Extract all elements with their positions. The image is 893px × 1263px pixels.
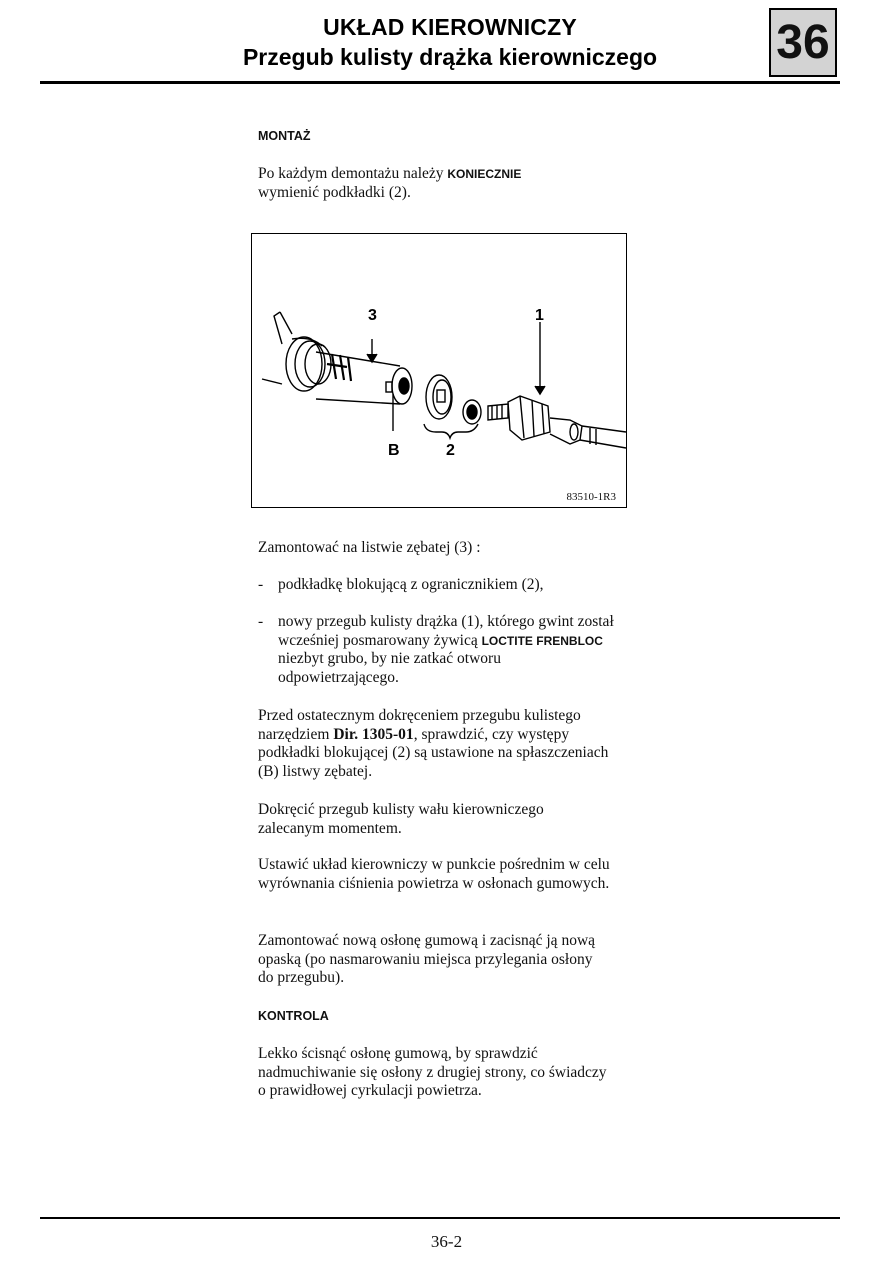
list-item-text: podkładkę blokującą z ogranicznikiem (2), — [278, 576, 544, 593]
page-header — [40, 0, 840, 84]
header-rule — [40, 81, 840, 84]
list-dash: - — [258, 576, 264, 593]
list-item-text — [278, 613, 618, 687]
boot-paragraph: Zamontować nową osłonę gumową i zacisnąć ją nową opaską (po nasmarowaniu miejsca przylegania osłony do przegubu). — [258, 932, 596, 986]
chapter-badge: 36 — [769, 8, 837, 77]
item2-text-b: niezbyt grubo, by nie zatkać otworu odpowietrzającego. — [278, 650, 501, 686]
section-heading-montaz: MONTAŻ — [258, 129, 311, 143]
check-text-a: Przed ostatecznym dokręceniem przegubu kulistego narzędziem — [258, 707, 581, 743]
footer-rule — [40, 1217, 840, 1219]
check-text-b: , sprawdzić, czy występy podkładki blokującej (2) są ustawione na spłaszczeniach (B) listwy zębatej. — [258, 725, 609, 780]
intro-suffix: wymienić podkładki (2). — [258, 183, 411, 201]
figure-label-1: 1 — [535, 307, 544, 324]
montaz-intro — [258, 165, 628, 202]
figure-drawing — [252, 234, 628, 509]
figure-label-2: 2 — [446, 442, 455, 459]
center-paragraph: Ustawić układ kierowniczy w punkcie pośrednim w celu wyrównania ciśnienia powietrza w osłonach gumowych. — [258, 856, 610, 892]
list-dash: - — [258, 613, 264, 630]
tool-reference: Dir. 1305-01 — [333, 725, 414, 743]
check-paragraph — [258, 707, 610, 781]
page-subtitle: Przegub kulisty drążka kierowniczego — [242, 44, 658, 70]
section-heading-kontrola: KONTROLA — [258, 1009, 329, 1023]
figure-reference: 83510-1R3 — [566, 491, 616, 503]
item2-text-a: nowy przegub kulisty drążka (1), którego gwint został wcześniej posmarowany żywicą — [278, 613, 614, 649]
intro-prefix: Po każdym demontażu należy — [258, 165, 444, 182]
page-number: 36-2 — [430, 1232, 463, 1251]
list-item — [258, 576, 618, 595]
list-item — [258, 613, 618, 687]
torque-paragraph: Dokręcić przegub kulisty wału kierowniczego zalecanym momentem. — [258, 801, 544, 837]
figure-label-b: B — [388, 442, 400, 459]
kontrola-paragraph: Lekko ścisnąć osłonę gumową, by sprawdzić nadmuchiwanie się osłony z drugiej strony, co świadczy o prawidłowej cyrkulacji powietrza. — [258, 1045, 607, 1099]
figure-label-3: 3 — [368, 307, 377, 324]
steps-lead: Zamontować na listwie zębatej (3) : — [258, 539, 481, 556]
page-title: UKŁAD KIEROWNICZY — [323, 14, 577, 40]
item2-product: LOCTITE FRENBLOC — [481, 633, 603, 648]
intro-emphasis: KONIECZNIE — [447, 167, 522, 181]
assembly-figure — [251, 233, 627, 508]
